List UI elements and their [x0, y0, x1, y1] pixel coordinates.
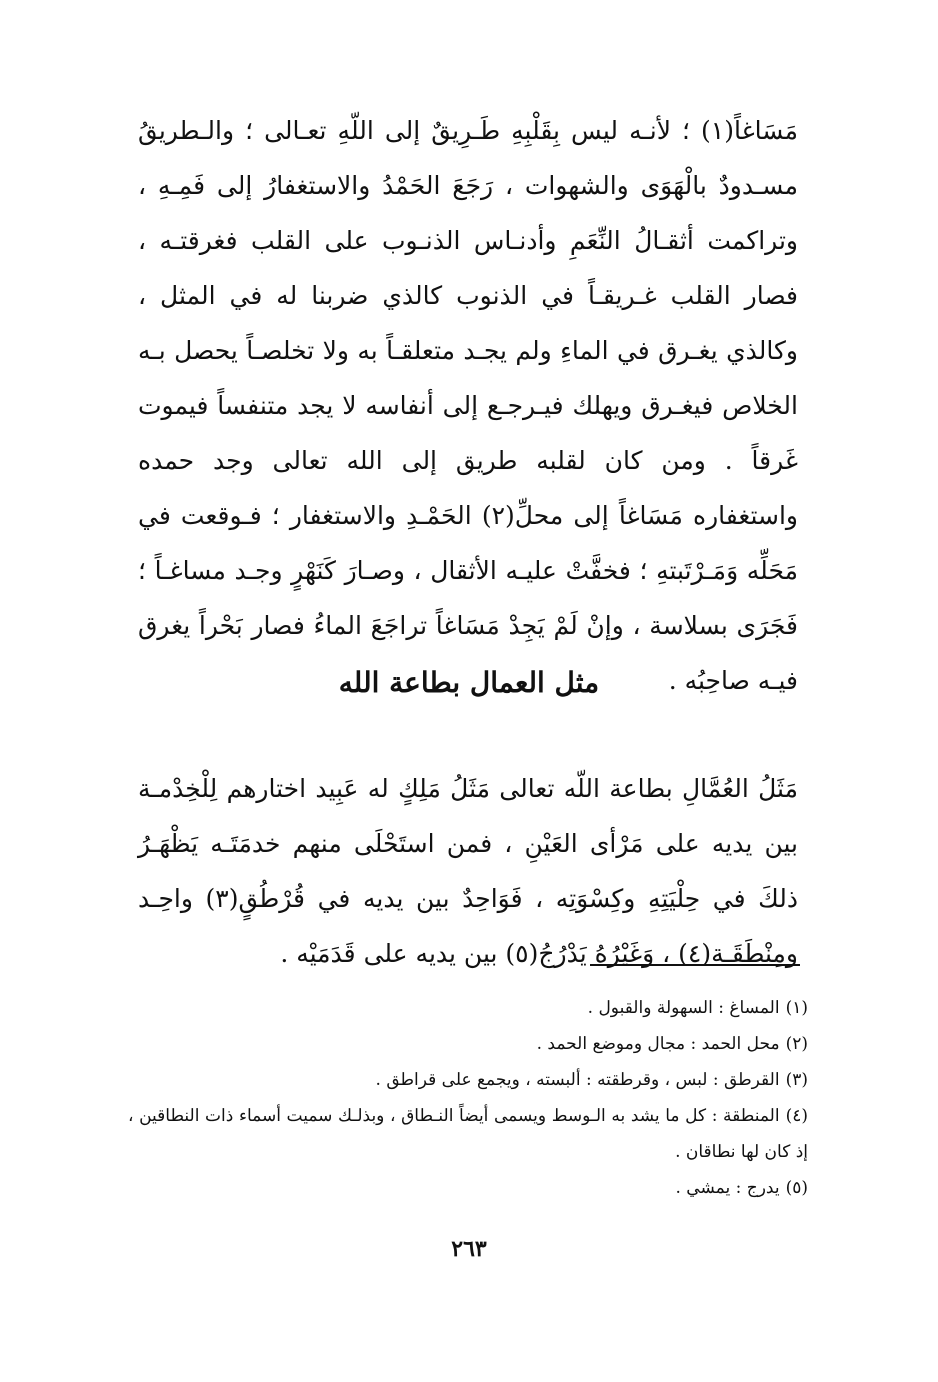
footnote-number: (١)	[785, 998, 808, 1018]
footnote-item	[128, 1026, 808, 1062]
footnote-item	[128, 1098, 808, 1170]
footnote-number: (٣)	[785, 1070, 808, 1090]
footnote-item	[128, 990, 808, 1026]
footnote-number: (٢)	[785, 1034, 808, 1054]
footnote-number: (٤)	[785, 1106, 808, 1126]
section-paragraph: مَثَلُ العُمَّالِ بطاعة اللّه تعالى مَثَلُ مَلِكٍ له عَبِيد اختارهم لِلْخِدْمـة بين يديه على مَرْأى العَيْنِ ، فمن استَحْلَى منهم خدمَتَـه يَظْهَـرُ ذلكَ في حِلْيَتِهِ وكِسْوَتِه ، فَوَاحِدٌ بين يديه في قُرْطُقٍ(٣) واحِـد ومِنْطَقَـة(٤) ، وَغَيْرُهُ يَدْرُجُ(٥) بين يديه على قَدَمَيْه .	[138, 774, 798, 968]
page-number: ٢٦٣	[451, 1236, 487, 1262]
footnote-text: المنطقة : كل ما يشد به الـوسط ويسمى أيضاً النـطاق ، وبذلـك سميت أسماء ذات النطاقين ، إذ كان لها نطاقان .	[128, 1106, 808, 1162]
section-heading: مثل العمال بطاعة الله	[338, 666, 600, 700]
footnotes-list	[128, 990, 808, 1206]
footnote-item	[128, 1170, 808, 1206]
footnote-divider	[590, 964, 800, 966]
footnote-text: القرطق : لبس ، وقرطقته : ألبسته ، ويجمع على قراطق .	[375, 1070, 780, 1090]
footnote-item	[128, 1062, 808, 1098]
footnote-text: يدرج : يمشي .	[675, 1178, 780, 1198]
footnote-text: المساغ : السهولة والقبول .	[587, 998, 780, 1018]
footnote-text: محل الحمد : مجال وموضع الحمد .	[536, 1034, 780, 1054]
footnote-number: (٥)	[785, 1178, 808, 1198]
body-paragraph: مَسَاغاً(١) ؛ لأنـه ليس بِقَلْبِهِ طَـرِيقٌ إلى اللّهِ تعـالى ؛ والـطريقُ مسـدودٌ بالْهَوَى والشهوات ، رَجَعَ الحَمْدُ والاستغفارُ إلى فَمِـهِ ، وتراكمت أثقـالُ النِّعَمِ وأدنـاس الذنـوب على القلب فغرقتـه ، فصار القلب غـريقـاً في الذنوب كالذي ضربنا له في المثل ، وكالذي يغـرق في الماءِ ولم يجـد متعلقـاً به ولا تخلصـاً يحصل بـه الخلاص فيغـرق ويهلك فيـرجـع إلى أنفاسه لا يجد متنفساً فيموت غَرقاً . ومن كان لقلبه طريق إلى الله تعالى وجد حمده واستغفاره مَسَاغاً إلى محلِّ(٢) الحَمْـدِ والاستغفار ؛ فـوقعت في مَحَلِّه وَمَـرْتَبتهِ ؛ فخفَّتْ عليـه الأثقال ، وصـارَ كَنَهْرٍ وجـد مساغـاً ؛ فَجَرَى بسلاسة ، وإنْ لَمْ يَجِدْ مَسَاغاً تراجَعَ الماءُ فصار بَحْراً يغرق فيـه صاحِبُه .	[138, 116, 798, 695]
